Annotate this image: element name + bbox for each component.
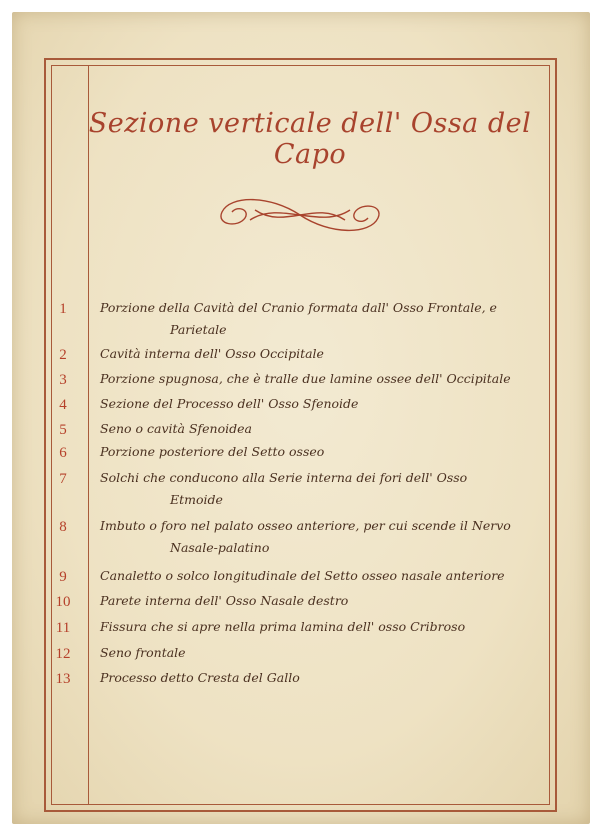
- item-text: Parete interna dell' Osso Nasale destro: [100, 593, 349, 608]
- item-text-continuation: Etmoide: [170, 492, 223, 507]
- item-number: 10: [55, 594, 71, 610]
- item-number: 9: [59, 569, 67, 585]
- item-number: 5: [59, 422, 67, 438]
- item-number: 2: [59, 347, 67, 363]
- item-text: Solchi che conducono alla Serie interna dei fori dell' Osso: [100, 470, 468, 485]
- item-number: 12: [55, 646, 71, 662]
- margin-rule: [88, 65, 89, 805]
- item-number: 4: [59, 397, 67, 413]
- item-text: Cavità interna dell' Osso Occipitale: [100, 346, 324, 361]
- item-text: Sezione del Processo dell' Osso Sfenoide: [100, 396, 359, 411]
- item-text: Fissura che si apre nella prima lamina dell' osso Cribroso: [100, 619, 466, 634]
- item-number: 1: [59, 301, 67, 317]
- page-title: Sezione verticale dell' Ossa del Capo: [88, 108, 532, 170]
- item-number: 3: [59, 372, 67, 388]
- item-text: Porzione spugnosa, che è tralle due lamine ossee dell' Occipitale: [100, 371, 511, 386]
- item-text-continuation: Parietale: [170, 322, 227, 337]
- item-number: 8: [59, 519, 67, 535]
- item-text: Seno frontale: [100, 645, 186, 660]
- item-text: Processo detto Cresta del Gallo: [100, 670, 300, 685]
- item-text: Porzione della Cavità del Cranio formata dall' Osso Frontale, e: [100, 300, 497, 315]
- item-number: 6: [59, 445, 67, 461]
- item-number: 7: [59, 471, 67, 487]
- item-text: Imbuto o foro nel palato osseo anteriore, per cui scende il Nervo: [100, 518, 511, 533]
- item-number: 11: [55, 620, 71, 636]
- item-text-continuation: Nasale-palatino: [170, 540, 270, 555]
- item-number: 13: [55, 671, 71, 687]
- item-text: Seno o cavità Sfenoidea: [100, 421, 252, 436]
- item-text: Canaletto o solco longitudinale del Setto osseo nasale anteriore: [100, 568, 505, 583]
- calligraphic-flourish: [210, 190, 390, 240]
- item-text: Porzione posteriore del Setto osseo: [100, 444, 325, 459]
